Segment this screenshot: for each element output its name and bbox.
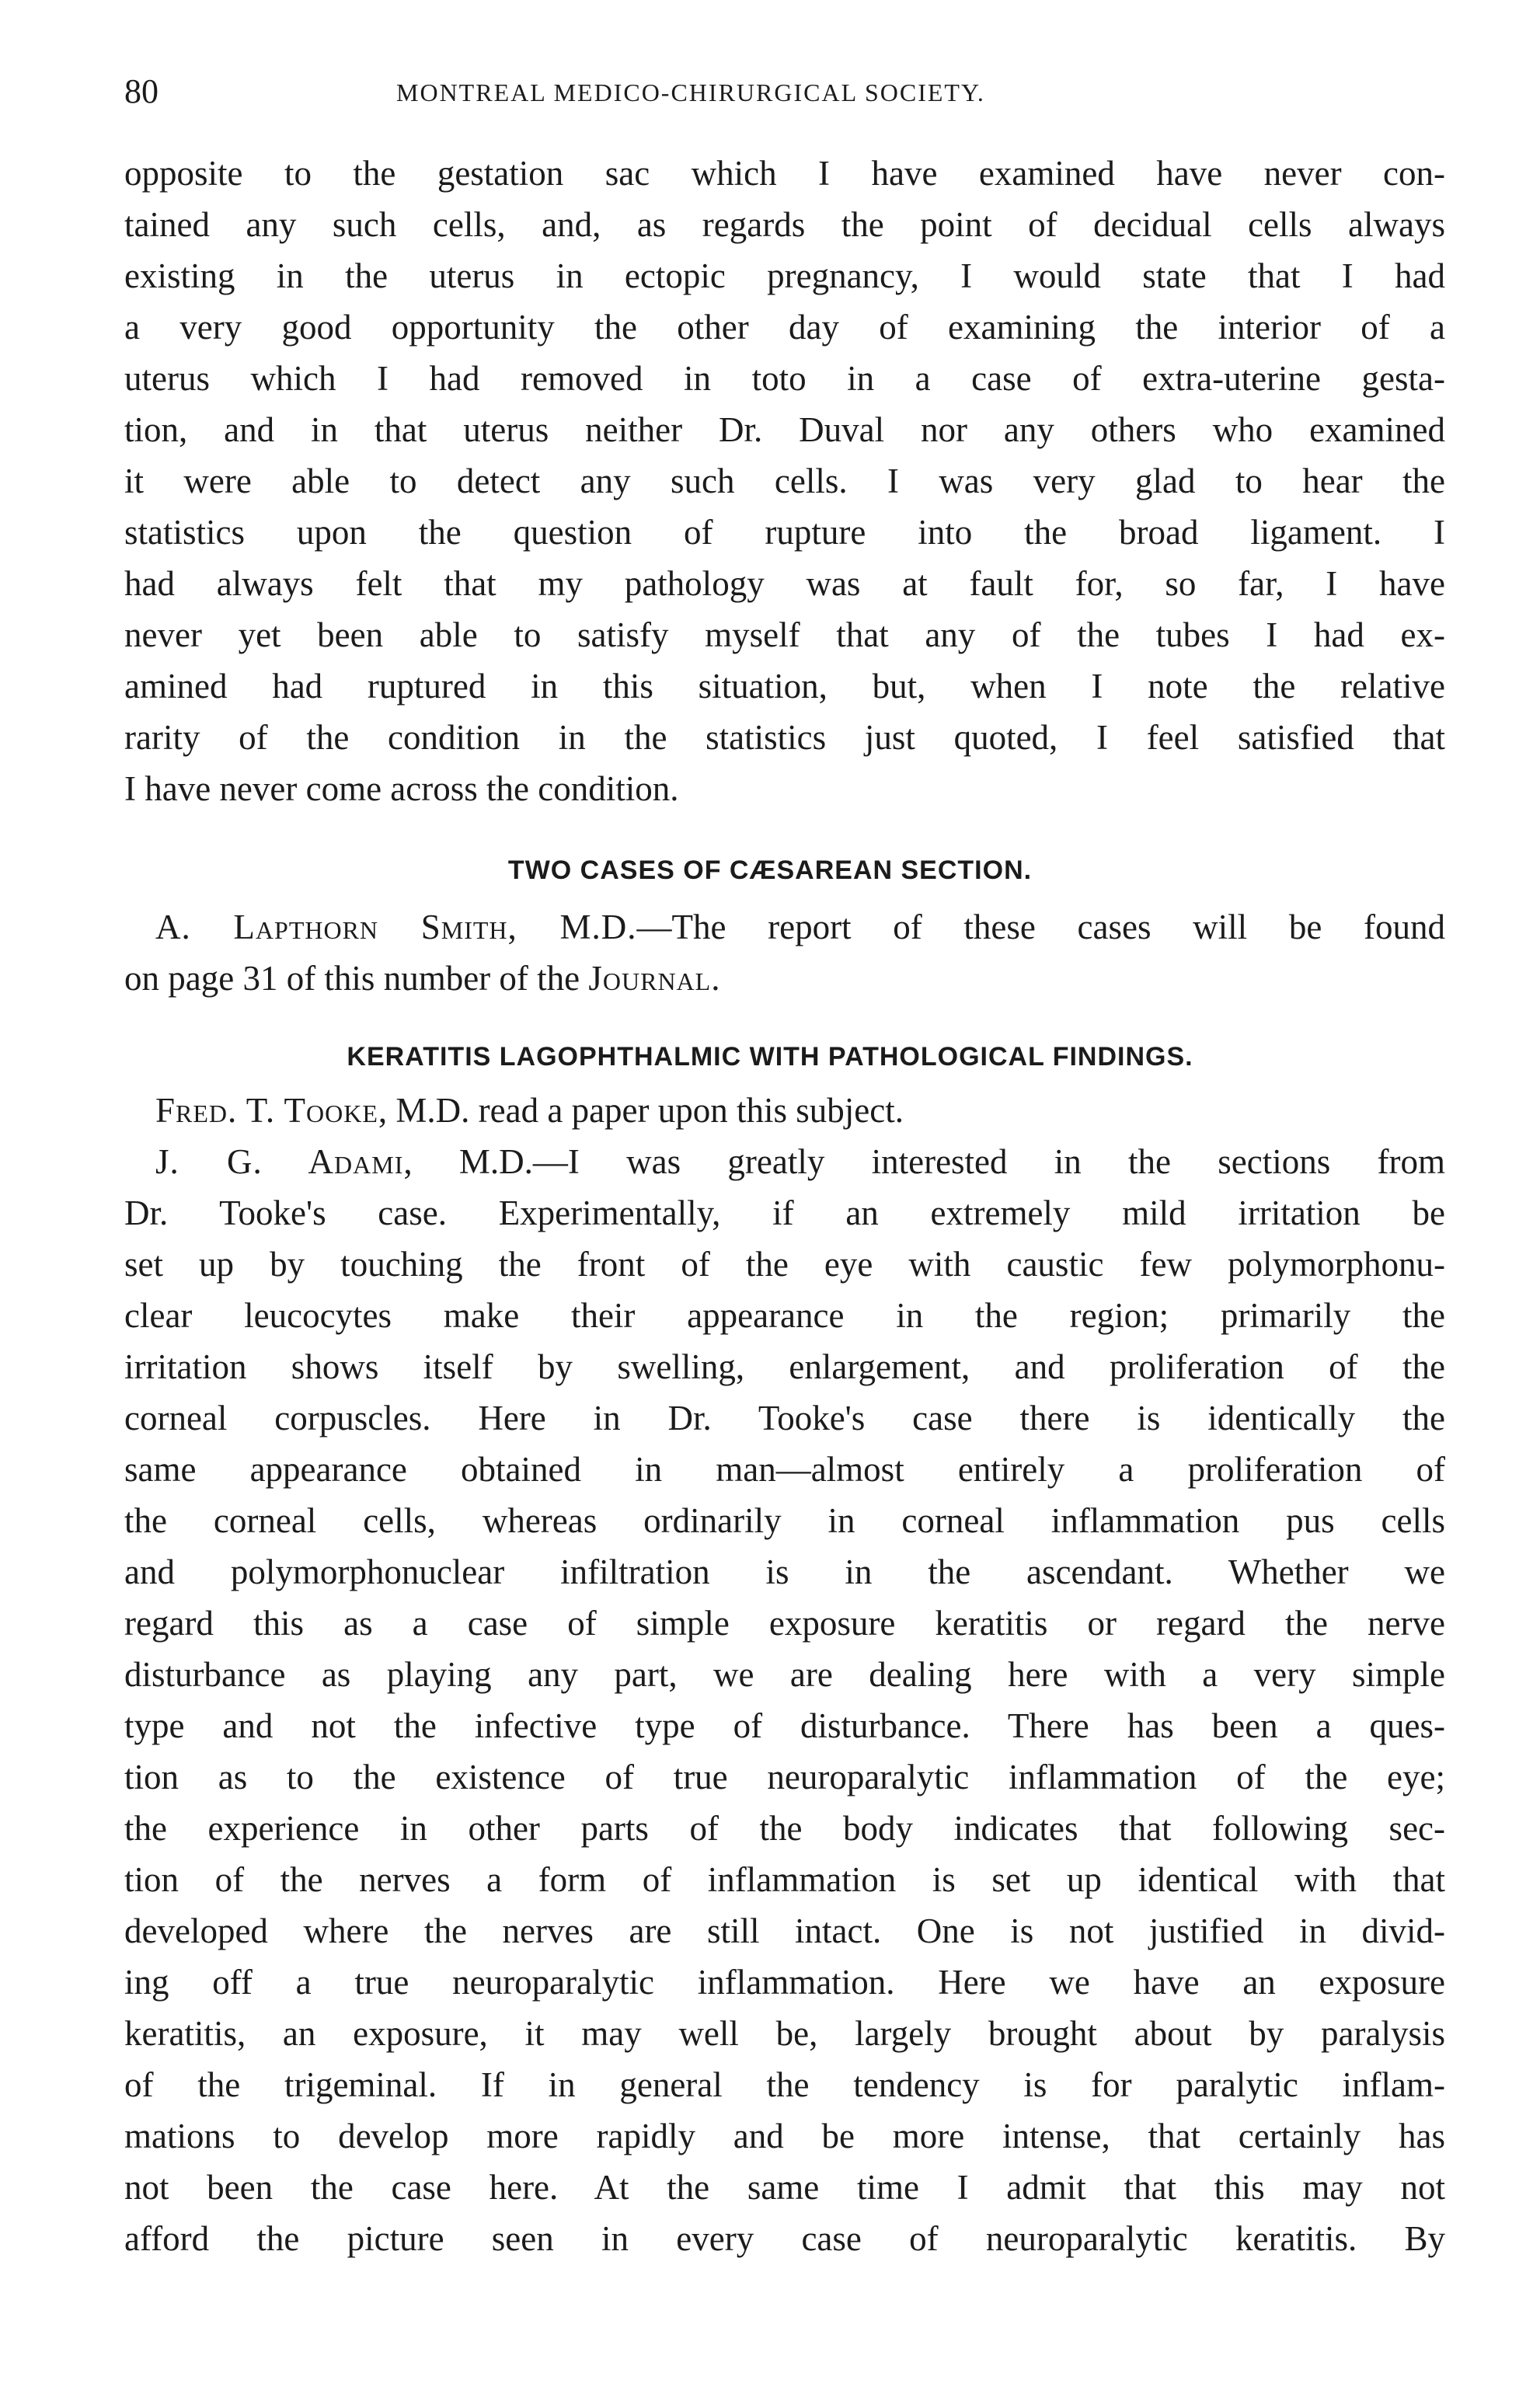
paragraph-line: amined had ruptured in this situation, but, when I note the relative xyxy=(124,667,1445,706)
speaker-text: , M.D.—I was greatly interested in the sections from xyxy=(403,1142,1446,1181)
paragraph-line: Dr. Tooke's case. Experimentally, if an extremely mild irritation be xyxy=(124,1194,1445,1232)
paragraph-line: and polymorphonuclear infiltration is in the ascendant. Whether we xyxy=(124,1552,1445,1591)
paragraph-line: developed where the nerves are still intact. One is not justified in divid- xyxy=(124,1911,1445,1950)
page-number: 80 xyxy=(124,72,159,110)
paragraph-line: the corneal cells, whereas ordinarily in corneal inflammation pus cells xyxy=(124,1501,1445,1540)
paragraph-line: same appearance obtained in man—almost entirely a proliferation of xyxy=(124,1450,1445,1489)
paragraph-line: ing off a true neuroparalytic inflammation. Here we have an exposure xyxy=(124,1963,1445,2002)
paragraph-line: it were able to detect any such cells. I was very glad to hear the xyxy=(124,462,1445,500)
speaker-text: —The report of these cases will be found xyxy=(636,908,1445,946)
text-run: on page 31 of this number of the xyxy=(124,959,589,998)
paragraph-line: type and not the infective type of disturbance. There has been a ques- xyxy=(124,1706,1445,1745)
paragraph-line: existing in the uterus in ectopic pregnancy, I would state that I had xyxy=(124,256,1445,295)
paragraph-line: opposite to the gestation sac which I have examined have never con- xyxy=(124,154,1445,193)
paragraph-line: corneal corpuscles. Here in Dr. Tooke's case there is identically the xyxy=(124,1399,1445,1437)
speaker-text: , M.D. read a paper upon this subject. xyxy=(378,1091,904,1130)
speaker-line-tooke xyxy=(155,1085,1445,1136)
paragraph-line: rarity of the condition in the statistics just quoted, I feel satisfied that xyxy=(124,718,1445,757)
paragraph-line: clear leucocytes make their appearance in the region; primarily the xyxy=(124,1296,1445,1335)
paragraph-line: never yet been able to satisfy myself that any of the tubes I had ex- xyxy=(124,615,1445,654)
speaker-line-smith xyxy=(155,901,1445,953)
paragraph-line: had always felt that my pathology was at fault for, so far, I have xyxy=(124,564,1445,603)
paragraph-line: tained any such cells, and, as regards the point of decidual cells always xyxy=(124,205,1445,244)
paragraph-line: regard this as a case of simple exposure keratitis or regard the nerve xyxy=(124,1604,1445,1643)
section-heading-keratitis: KERATITIS LAGOPHTHALMIC WITH PATHOLOGICAL FINDINGS. xyxy=(347,1042,1193,1072)
paragraph-line: of the trigeminal. If in general the tendency is for paralytic inflam- xyxy=(124,2065,1445,2104)
paragraph-line: afford the picture seen in every case of neuroparalytic keratitis. By xyxy=(124,2219,1445,2258)
page-header xyxy=(124,68,1445,123)
paragraph-line: set up by touching the front of the eye with caustic few polymorphonu- xyxy=(124,1245,1445,1284)
speaker-name: Fred. T. Tooke xyxy=(155,1091,378,1130)
section-heading-caesarean: TWO CASES OF CÆSAREAN SECTION. xyxy=(507,856,1033,885)
paragraph-line: keratitis, an exposure, it may well be, largely brought about by paralysis xyxy=(124,2014,1445,2053)
paragraph-line: not been the case here. At the same time I admit that this may not xyxy=(124,2168,1445,2207)
speaker-name: A. Lapthorn Smith, M.D. xyxy=(155,908,637,946)
paragraph-line: tion, and in that uterus neither Dr. Duval nor any others who examined xyxy=(124,410,1445,449)
paragraph-line: uterus which I had removed in toto in a case of extra-uterine gesta- xyxy=(124,359,1445,398)
paragraph-line xyxy=(124,953,1445,1004)
journal-name: Journal xyxy=(588,959,712,998)
paragraph-line: the experience in other parts of the body indicates that following sec- xyxy=(124,1809,1445,1848)
paragraph-line: irritation shows itself by swelling, enlargement, and proliferation of the xyxy=(124,1347,1445,1386)
text-run: . xyxy=(711,959,720,998)
paragraph-line: I have never come across the condition. xyxy=(124,769,679,808)
speaker-line-adami xyxy=(155,1136,1445,1187)
paragraph-line: tion of the nerves a form of inflammation is set up identical with that xyxy=(124,1860,1445,1899)
paragraph-line: a very good opportunity the other day of examining the interior of a xyxy=(124,308,1445,347)
running-head: MONTREAL MEDICO-CHIRURGICAL SOCIETY. xyxy=(396,78,985,106)
speaker-name: J. G. Adami xyxy=(155,1142,404,1181)
paragraph-line: statistics upon the question of rupture into the broad ligament. I xyxy=(124,513,1445,552)
paragraph-line: disturbance as playing any part, we are dealing here with a very simple xyxy=(124,1655,1445,1694)
paragraph-line: tion as to the existence of true neuroparalytic inflammation of the eye; xyxy=(124,1758,1445,1796)
paragraph-line: mations to develop more rapidly and be more intense, that certainly has xyxy=(124,2117,1445,2155)
